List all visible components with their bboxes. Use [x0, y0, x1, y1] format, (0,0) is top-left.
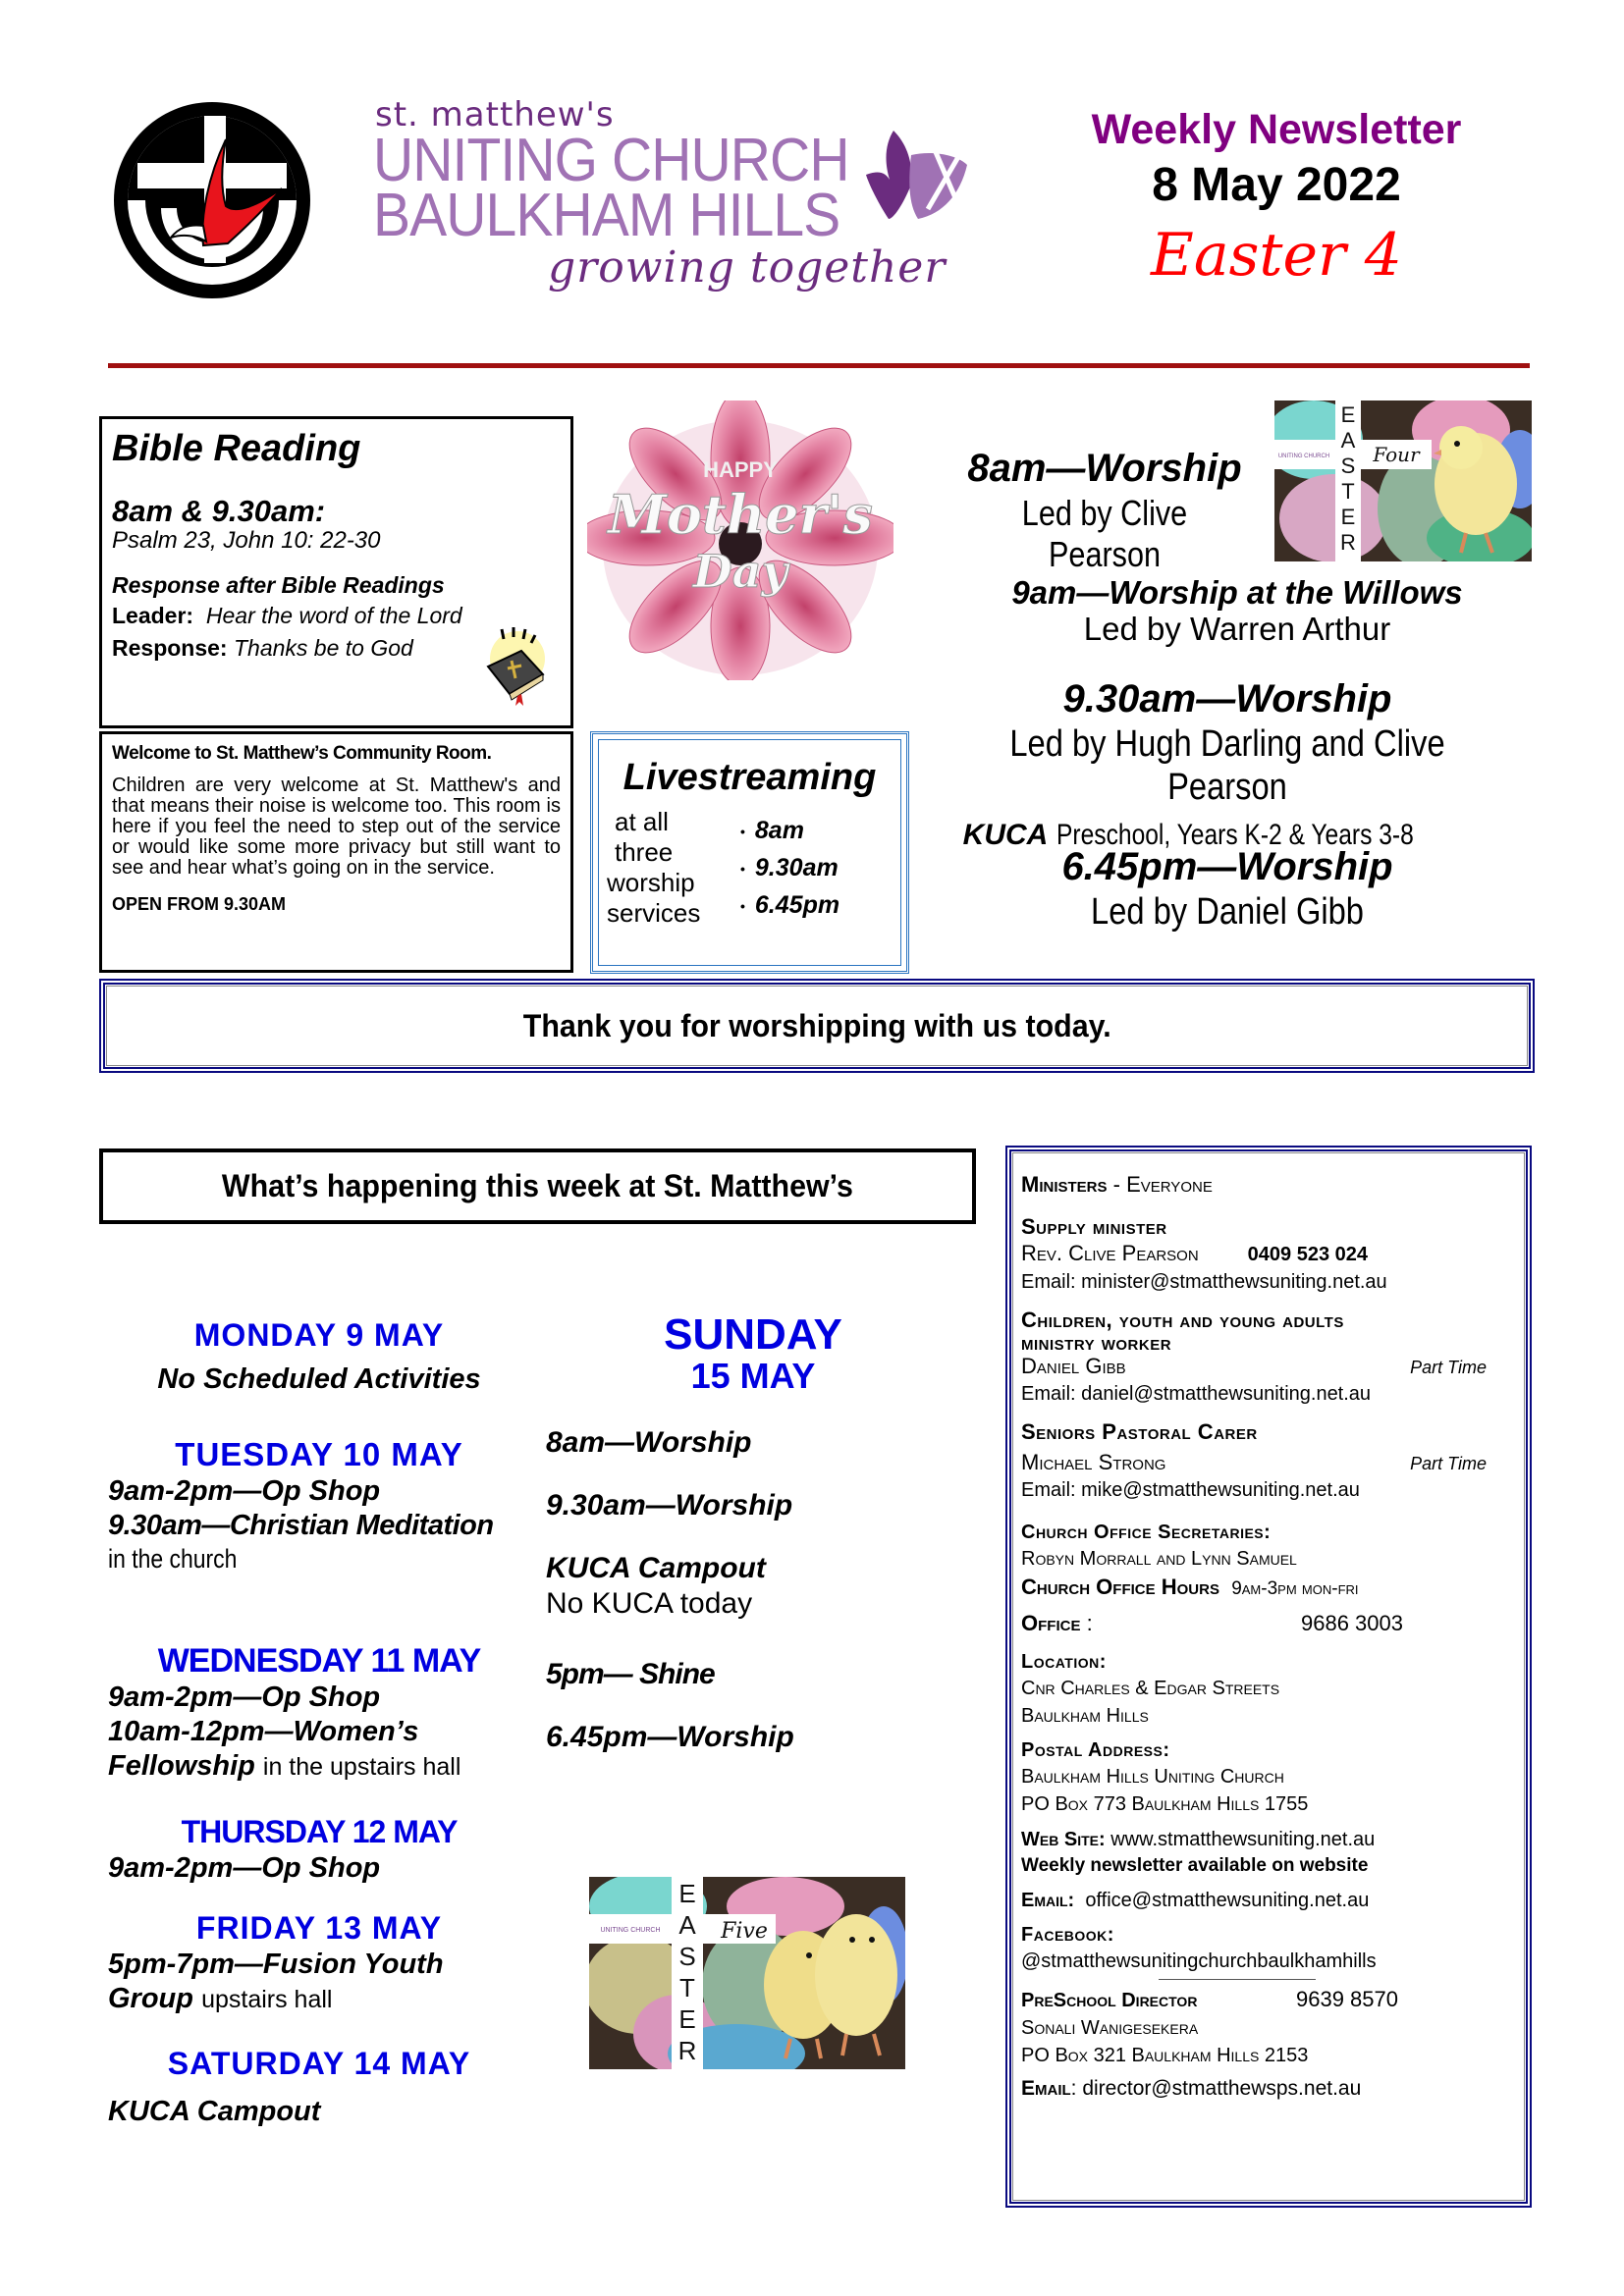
svg-text:T: T — [1341, 479, 1355, 504]
day-saturday — [108, 2044, 530, 2129]
day-item: 9am-2pm—Op Shop — [108, 1682, 381, 1713]
svg-text:E: E — [678, 1879, 696, 1908]
header-divider — [108, 363, 1530, 368]
website-link[interactable]: www.stmatthewsuniting.net.au — [1110, 1829, 1376, 1850]
brand-line-uniting-church: UNITING CHURCH — [373, 127, 849, 194]
svg-text:R: R — [1340, 530, 1356, 555]
day-heading: TUESDAY 10 MAY — [175, 1436, 463, 1472]
thank-you-banner — [99, 979, 1535, 1073]
mothers-day-image — [587, 400, 893, 680]
day-item: 9am-2pm—Op Shop — [108, 1475, 381, 1507]
preschool-email-label: Email — [1021, 2077, 1071, 2100]
location-label: Location: — [1021, 1651, 1107, 1673]
youth-worker-label: Children, youth and young adults — [1021, 1308, 1344, 1332]
preschool-director-label: PreSchool Director — [1021, 1990, 1198, 2011]
response-heading: Response after Bible Readings — [112, 572, 445, 598]
easter-five-label: Five — [721, 1919, 768, 1944]
seniors-carer-name: Michael Strong — [1021, 1450, 1166, 1474]
mothers-day-happy: HAPPY — [703, 457, 778, 482]
office-email-label: Email: — [1021, 1890, 1075, 1911]
day-item: 5pm-7pm—Fusion Youth — [108, 1949, 444, 1980]
kuca-label: KUCA — [962, 819, 1049, 851]
livestream-time: • 6.45pm — [740, 887, 894, 925]
day-sunday — [542, 1310, 964, 1755]
office-hours-label: Church Office Hours — [1021, 1575, 1219, 1599]
day-thursday — [108, 1812, 530, 1886]
whats-happening-title: What’s happening this week at St. Matthew’s — [221, 1168, 853, 1203]
contact-divider — [1159, 1979, 1316, 1980]
brand-line-st-matthews: st. matthew's — [375, 95, 615, 134]
postal-address-line: Baulkham Hills Uniting Church — [1021, 1766, 1284, 1788]
service-leader: Led by Clive Pearson — [1021, 493, 1188, 574]
preschool-postal: PO Box 321 Baulkham Hills 2153 — [1021, 2045, 1309, 2066]
uniting-church-logo — [110, 98, 314, 302]
service-heading: 9am—Worship at the Willows — [1011, 574, 1463, 611]
sunday-item: 5pm— Shine — [546, 1658, 715, 1690]
day-item: 9.30am—Christian Meditation — [108, 1510, 494, 1541]
thank-you-text: Thank you for worshipping with us today. — [522, 1007, 1111, 1043]
day-item-text: Fellowship — [108, 1750, 255, 1782]
website-label: Web Site: — [1021, 1829, 1106, 1850]
sunday-heading: SUNDAY — [664, 1310, 842, 1359]
svg-text:A: A — [1340, 428, 1356, 453]
day-heading: THURSDAY 12 MAY — [181, 1814, 458, 1849]
website-line — [1021, 1826, 1516, 1853]
community-room-title: Welcome to St. Matthew’s Community Room. — [112, 743, 492, 764]
response-label: Response: — [112, 635, 228, 661]
day-note: upstairs hall — [201, 1986, 333, 2013]
supply-minister-label: Supply minister — [1021, 1214, 1167, 1239]
sunday-item: 8am—Worship — [546, 1426, 752, 1459]
preschool-phone: 9639 8570 — [1296, 1987, 1398, 2011]
svg-text:UNITING CHURCH: UNITING CHURCH — [1277, 454, 1330, 459]
postal-address-label: Postal Address: — [1021, 1739, 1170, 1761]
easter-four-image — [1274, 400, 1532, 561]
livestream-desc-line: worship — [607, 868, 695, 897]
svg-text:E: E — [678, 2004, 696, 2034]
sunday-item: 6.45pm—Worship — [546, 1721, 794, 1753]
community-room-body: Children are very welcome at St. Matthew's and that means their noise is welcome too. This room is here if you feel the need to step out of the service or would like some more privacy but still want to see and hear what’s going on in the service. — [112, 774, 561, 879]
livestream-time: • 9.30am — [740, 850, 894, 887]
whats-happening-header — [99, 1148, 976, 1224]
liturgical-season: Easter 4 — [1151, 221, 1402, 290]
preschool-email-link[interactable]: : director@stmatthewsps.net.au — [1070, 2077, 1362, 2100]
office-hours-line — [1021, 1573, 1516, 1604]
sunday-date: 15 MAY — [690, 1356, 816, 1396]
easter-four-label: Four — [1373, 443, 1420, 466]
office-label: Office — [1021, 1611, 1081, 1635]
secretaries-label: Church Office Secretaries: — [1021, 1522, 1272, 1543]
day-item: KUCA Campout — [108, 2096, 321, 2127]
kuca-groups: Preschool, Years K-2 & Years 3-8 — [1056, 819, 1414, 851]
livestream-time: • 8am — [740, 813, 894, 850]
day-item: 10am-12pm—Women’s — [108, 1716, 419, 1747]
website-note: Weekly newsletter available on website — [1021, 1855, 1369, 1876]
day-heading: SATURDAY 14 MAY — [167, 2046, 471, 2081]
svg-text:A: A — [678, 1910, 696, 1940]
day-note: in the church — [108, 1544, 238, 1574]
easter-five-image — [589, 1877, 905, 2069]
livestream-desc-line: three — [615, 837, 674, 867]
service-leader: Led by Warren Arthur — [1083, 611, 1391, 647]
preschool-director-line — [1021, 1986, 1516, 2014]
leader-label: Leader: — [112, 603, 194, 628]
office-email-line — [1021, 1887, 1516, 1914]
response-text: Thanks be to God — [233, 635, 413, 661]
day-item — [108, 1749, 530, 1785]
ministers-label: Ministers — [1021, 1172, 1108, 1197]
secretaries-names: Robyn Morrall and Lynn Samuel — [1021, 1548, 1297, 1570]
ministers-line — [1021, 1171, 1516, 1199]
livestream-desc-line: services — [607, 898, 701, 928]
mothers-day-day: Day — [692, 545, 788, 598]
ministers-value: - Everyone — [1107, 1172, 1213, 1197]
office-sep: : — [1080, 1611, 1093, 1635]
sunday-item: 9.30am—Worship — [546, 1489, 793, 1522]
newsletter-date: 8 May 2022 — [1152, 159, 1401, 211]
postal-address-line: PO Box 773 Baulkham Hills 1755 — [1021, 1793, 1309, 1815]
service-930am — [923, 675, 1532, 858]
newsletter-masthead — [1031, 104, 1522, 294]
supply-minister-line — [1021, 1240, 1516, 1268]
contacts-panel — [1005, 1146, 1532, 2208]
service-leader: Led by Daniel Gibb — [1091, 891, 1364, 933]
uniting-church-emblem-icon — [110, 98, 314, 302]
service-645pm — [923, 842, 1532, 933]
sunday-item: KUCA Campout — [546, 1552, 766, 1584]
brand-line-baulkham-hills: BAULKHAM HILLS — [373, 182, 840, 249]
youth-worker-label-2: ministry worker — [1021, 1330, 1172, 1355]
preschool-director-name: Sonali Wanigesekera — [1021, 2017, 1199, 2039]
seniors-carer-email[interactable]: Email: mike@stmatthewsuniting.net.au — [1021, 1479, 1360, 1501]
facebook-label: Facebook: — [1021, 1924, 1114, 1946]
brand-tagline: growing together — [548, 242, 947, 293]
supply-minister-phone: 0409 523 024 — [1247, 1244, 1369, 1265]
service-heading: 9.30am—Worship — [1062, 677, 1392, 721]
office-phone-line — [1021, 1610, 1516, 1637]
day-friday — [108, 1908, 530, 2017]
community-room-box — [99, 731, 573, 973]
youth-worker-name: Daniel Gibb — [1021, 1354, 1126, 1378]
seniors-carer-status: Part Time — [1410, 1454, 1487, 1473]
newsletter-title: Weekly Newsletter — [1091, 106, 1462, 153]
service-heading: 6.45pm—Worship — [1061, 845, 1393, 888]
office-phone: 9686 3003 — [1301, 1611, 1403, 1635]
day-heading: MONDAY 9 MAY — [193, 1317, 445, 1353]
bible-reading-title: Bible Reading — [112, 428, 361, 469]
bible-icon — [482, 625, 549, 706]
community-room-open-time: OPEN FROM 9.30AM — [112, 894, 287, 914]
service-9am-willows — [943, 573, 1532, 646]
youth-worker-status: Part Time — [1410, 1358, 1487, 1377]
mothers-day-mothers: Mother's — [608, 483, 873, 546]
svg-text:E: E — [1340, 505, 1356, 529]
svg-text:R: R — [677, 2036, 697, 2065]
livestream-desc-line: at all — [615, 807, 669, 836]
office-email-link[interactable]: office@stmatthewsuniting.net.au — [1085, 1890, 1370, 1911]
preschool-email-line — [1021, 2075, 1516, 2103]
lotus-cross-icon — [864, 126, 972, 224]
day-wednesday — [108, 1641, 530, 1785]
svg-text:S: S — [1340, 454, 1356, 478]
day-note: in the upstairs hall — [262, 1753, 461, 1781]
day-item — [108, 1982, 530, 2017]
livestreaming-box — [590, 731, 909, 974]
day-monday — [108, 1315, 530, 1397]
service-8am — [943, 444, 1267, 575]
location-line: Cnr Charles & Edgar Streets — [1021, 1678, 1280, 1699]
svg-text:T: T — [679, 1973, 695, 2002]
service-leader: Led by Hugh Darling and Clive Pearson — [1009, 723, 1445, 808]
service-heading: 8am—Worship — [967, 447, 1242, 490]
day-item: No Scheduled Activities — [157, 1363, 481, 1395]
day-heading: WEDNESDAY 11 MAY — [157, 1642, 481, 1680]
svg-text:S: S — [678, 1942, 696, 1971]
svg-text:E: E — [1340, 402, 1356, 427]
bible-reading-references: Psalm 23, John 10: 22-30 — [112, 527, 381, 554]
leader-text: Hear the word of the Lord — [205, 603, 462, 628]
youth-worker-email[interactable]: Email: daniel@stmatthewsuniting.net.au — [1021, 1383, 1372, 1405]
day-item: 9am-2pm—Op Shop — [108, 1852, 381, 1884]
supply-minister-email[interactable]: Email: minister@stmatthewsuniting.net.au — [1021, 1271, 1387, 1293]
bible-reading-times: 8am & 9.30am: — [112, 494, 326, 528]
seniors-carer-label: Seniors Pastoral Carer — [1021, 1419, 1258, 1444]
day-heading: FRIDAY 13 MAY — [195, 1910, 443, 1946]
location-line: Baulkham Hills — [1021, 1705, 1149, 1727]
svg-text:UNITING CHURCH: UNITING CHURCH — [600, 1927, 661, 1934]
sunday-kuca-note: No KUCA today — [546, 1587, 753, 1620]
supply-minister-name: Rev. Clive Pearson — [1021, 1241, 1199, 1265]
day-item-text: Group — [108, 1983, 193, 2014]
livestreaming-description — [605, 807, 740, 929]
facebook-handle[interactable]: @stmatthewsunitingchurchbaulkhamhills — [1021, 1950, 1377, 1972]
livestreaming-times — [740, 807, 894, 929]
livestreaming-title: Livestreaming — [623, 757, 877, 798]
office-hours-value: 9am-3pm mon-fri — [1231, 1578, 1359, 1599]
day-tuesday — [108, 1435, 530, 1575]
